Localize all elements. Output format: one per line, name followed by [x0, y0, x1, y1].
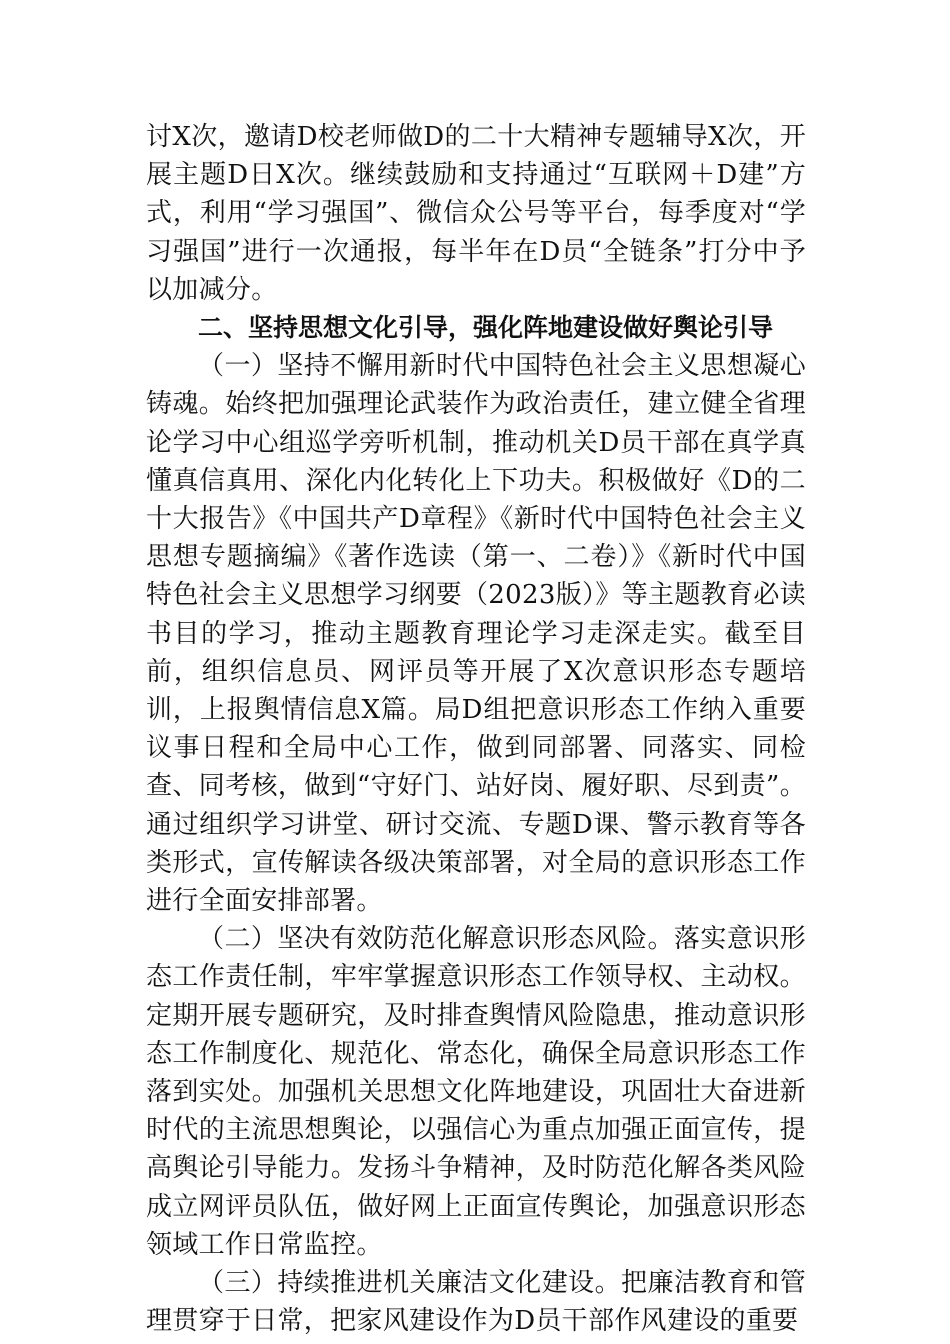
- document-body: [146, 118, 806, 1341]
- paragraph-section-3: （三）持续推进机关廉洁文化建设。把廉洁教育和管理贯穿于日常，把家风建设作为D员干部作风建设的重要: [146, 1268, 806, 1337]
- paragraph-section-2: （二）坚决有效防范化解意识形态风险。落实意识形态工作责任制，牢牢掌握意识形态工作领导权、主动权。定期开展专题研究，及时排查舆情风险隐患，推动意识形态工作制度化、规范化、常态化，确保全局意识形态工作落到实处。加强机关思想文化阵地建设，巩固壮大奋进新时代的主流思想舆论，以强信心为重点加强正面宣传，提高舆论引导能力。发扬斗争精神，及时防范化解各类风险成立网评员队伍，做好网上正面宣传舆论，加强意识形态领域工作日常监控。: [146, 924, 806, 1260]
- section-heading: 二、坚持思想文化引导，强化阵地建设做好舆论引导: [198, 313, 774, 343]
- paragraph-section-1: （一）坚持不懈用新时代中国特色社会主义思想凝心铸魂。始终把加强理论武装作为政治责任，建立健全省理论学习中心组巡学旁听机制，推动机关D员干部在真学真懂真信真用、深化内化转化上下功夫。积极做好《D的二十大报告》《中国共产D章程》《新时代中国特色社会主义思想专题摘编》《著作选读（第一、二卷）》《新时代中国特色社会主义思想学习纲要（2023版）》等主题教育必读书目的学习，推动主题教育理论学习走深走实。截至目前，组织信息员、网评员等开展了X次意识形态专题培训，上报舆情信息X篇。局D组把意识形态工作纳入重要议事日程和全局中心工作，做到同部署、同落实、同检查、同考核，做到“守好门、站好岗、履好职、尽到责”。通过组织学习讲堂、研讨交流、专题D课、警示教育等各类形式，宣传解读各级决策部署，对全局的意识形态工作进行全面安排部署。: [146, 351, 806, 917]
- paragraph-continued: 讨X次，邀请D校老师做D的二十大精神专题辅导X次，开展主题D日X次。继续鼓励和支持通过“互联网＋D建”方式，利用“学习强国”、微信众公号等平台，每季度对“学习强国”进行一次通报，每半年在D员“全链条”打分中予以加减分。: [146, 122, 806, 305]
